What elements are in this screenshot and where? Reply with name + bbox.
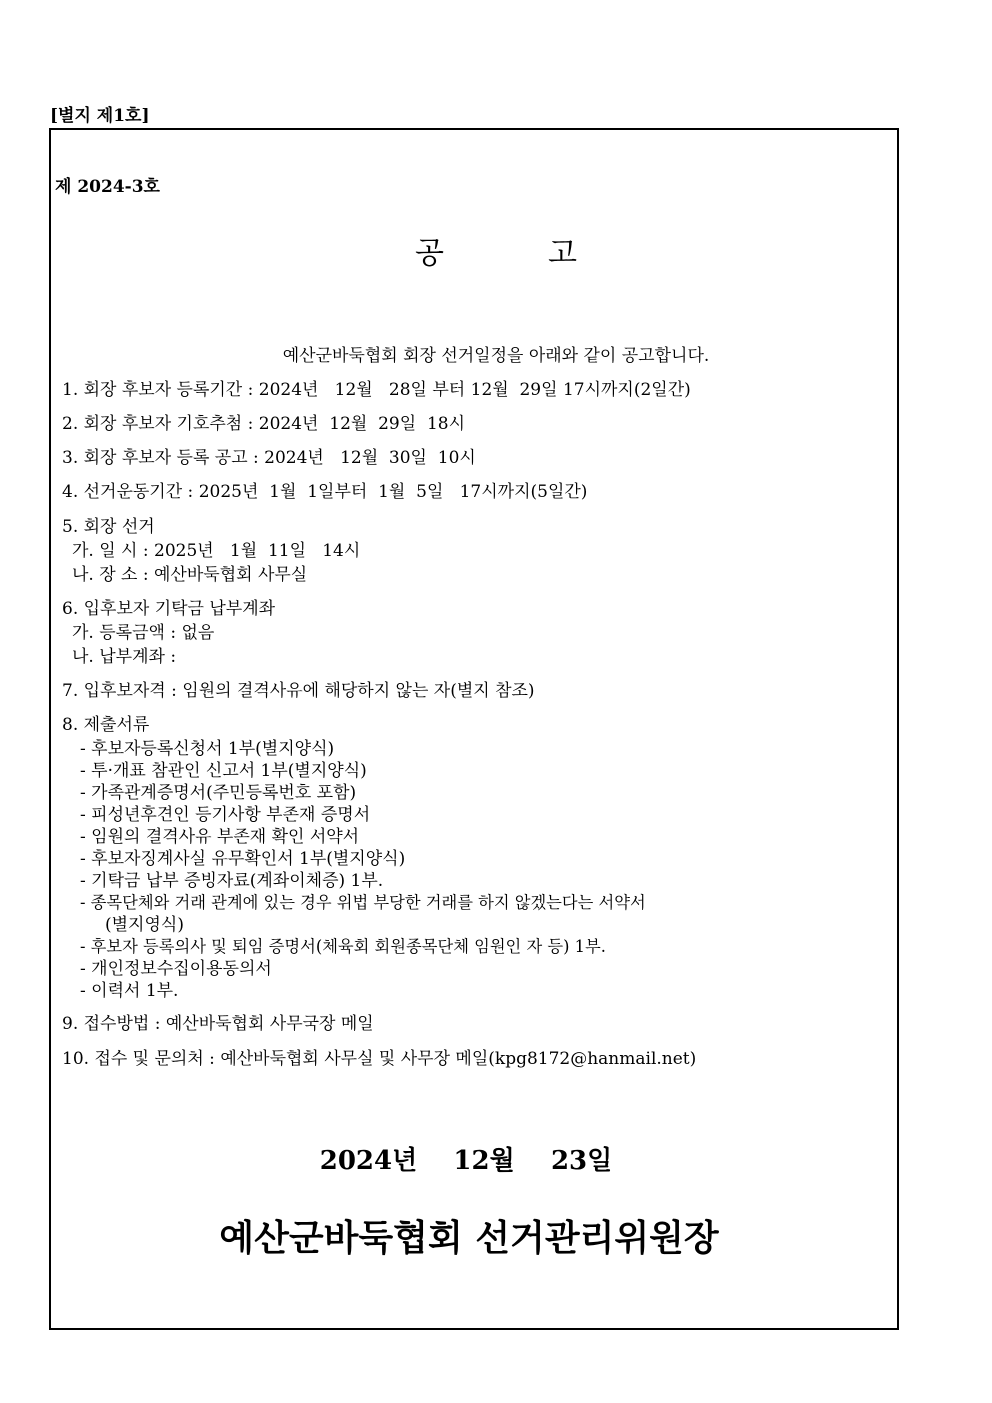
- document-item: - 후보자등록신청서 1부(별지양식): [80, 739, 335, 759]
- deposit-account: 나. 납부계좌 :: [72, 647, 177, 667]
- item-registration-period: 1. 회장 후보자 등록기간 : 2024년 12월 28일 부터 12월 29일 17시까지(2일간): [62, 380, 691, 400]
- item-registration-notice: 3. 회장 후보자 등록 공고 : 2024년 12월 30일 10시: [62, 448, 476, 468]
- document-item: - 후보자징계사실 유무확인서 1부(별지양식): [80, 849, 406, 869]
- title-char-1: 공: [415, 236, 444, 271]
- signer-title: 예산군바둑협회 선거관리위원장: [219, 1217, 719, 1259]
- document-number: 제 2024-3호: [55, 177, 160, 197]
- document-item: - 개인정보수집이용동의서: [80, 959, 272, 979]
- notice-title: [0, 228, 992, 272]
- notice-date: 2024년 12월 23일: [319, 1146, 613, 1176]
- document-item: - 이력서 1부.: [80, 981, 179, 1001]
- document-item: - 후보자 등록의사 및 퇴임 증명서(체육회 회원종목단체 임원인 자 등) 1부.: [80, 937, 606, 956]
- document-item: - 투·개표 참관인 신고서 1부(별지양식): [80, 761, 367, 781]
- item-deposit-account: 6. 입후보자 기탁금 납부계좌: [62, 599, 276, 619]
- item-election: 5. 회장 선거: [62, 517, 155, 537]
- item-number-draw: 2. 회장 후보자 기호추첨 : 2024년 12월 29일 18시: [62, 414, 466, 434]
- intro-text: 예산군바둑협회 회장 선거일정을 아래와 같이 공고합니다.: [282, 346, 710, 366]
- item-submission-method: 9. 접수방법 : 예산바둑협회 사무국장 메일: [62, 1014, 374, 1034]
- deposit-amount: 가. 등록금액 : 없음: [72, 623, 215, 643]
- document-item: - 피성년후견인 등기사항 부존재 증명서: [80, 805, 371, 825]
- election-datetime: 가. 일 시 : 2025년 1월 11일 14시: [72, 541, 361, 561]
- document-item: - 가족관계증명서(주민등록번호 포함): [80, 783, 357, 803]
- document-item: - 임원의 결격사유 부존재 확인 서약서: [80, 827, 360, 847]
- title-char-2: 고: [548, 236, 577, 271]
- item-eligibility: 7. 입후보자격 : 임원의 결격사유에 해당하지 않는 자(별지 참조): [62, 681, 535, 701]
- item-contact: 10. 접수 및 문의처 : 예산바둑협회 사무실 및 사무장 메일(kpg8172@hanmail.net): [62, 1049, 697, 1069]
- document-item: - 기탁금 납부 증빙자료(계좌이체증) 1부.: [80, 871, 384, 891]
- document-item-continued: (별지영식): [105, 915, 184, 935]
- annex-label: [별지 제1호]: [50, 106, 150, 126]
- item-documents: 8. 제출서류: [62, 715, 150, 735]
- document-item: - 종목단체와 거래 관계에 있는 경우 위법 부당한 거래를 하지 않겠는다는 서약서: [80, 893, 646, 912]
- election-location: 나. 장 소 : 예산바둑협회 사무실: [72, 565, 308, 585]
- item-campaign-period: 4. 선거운동기간 : 2025년 1월 1일부터 1월 5일 17시까지(5일간): [62, 482, 588, 502]
